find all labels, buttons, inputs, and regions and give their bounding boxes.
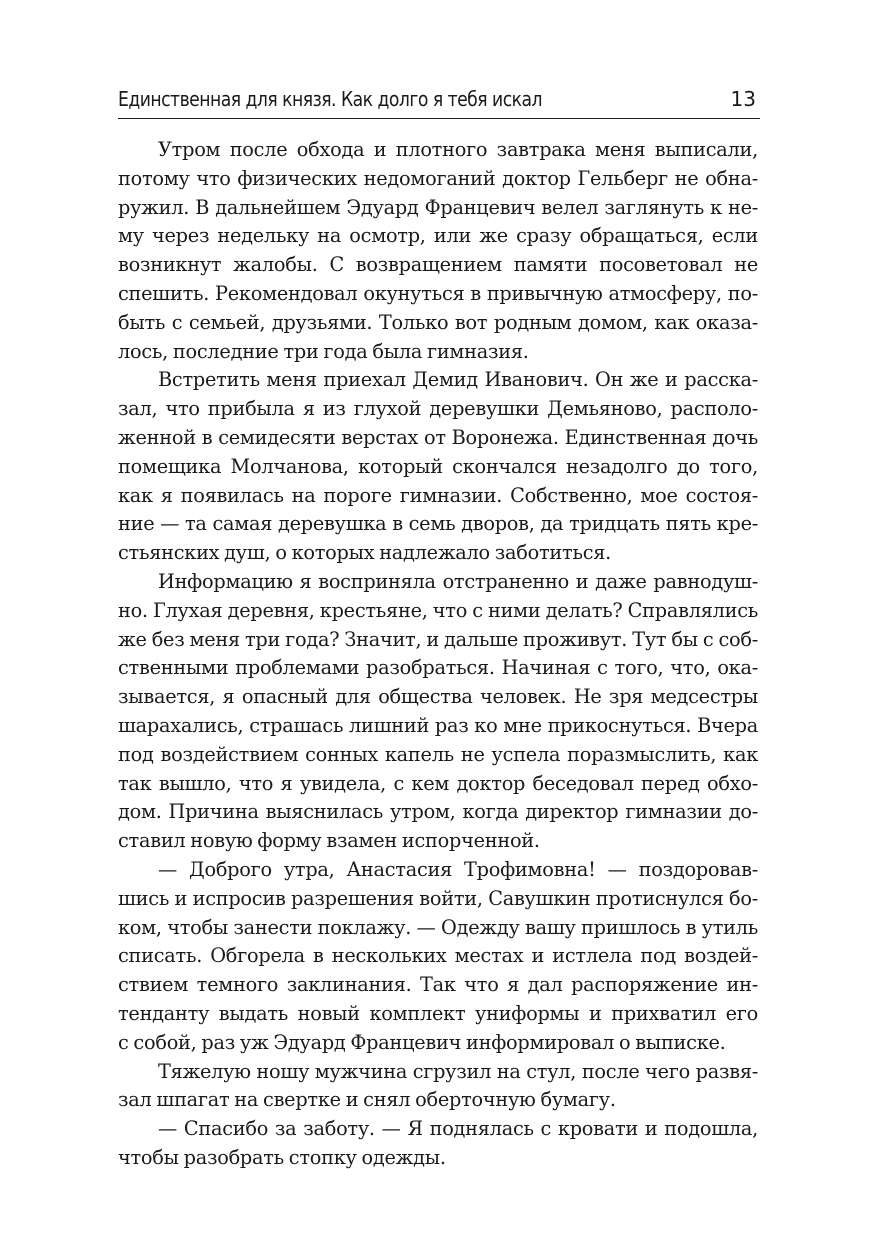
text-line: ставил новую форму взамен испорченной. <box>118 829 540 853</box>
text-line: так вышло, что я увидела, с кем доктор беседовал перед обхо- <box>118 771 758 795</box>
text-line: ственными проблемами разобраться. Начиная с того, что, ока- <box>118 656 758 680</box>
body-text <box>118 136 758 1173</box>
page-header <box>118 86 760 119</box>
text-line: с собой, раз уж Эдуард Францевич информировал о выписке. <box>118 1030 726 1054</box>
text-line: му через недельку на осмотр, или же сразу обращаться, если <box>118 224 758 248</box>
text-line: ком, чтобы занести поклажу. — Одежду вашу пришлось в утиль <box>118 915 758 939</box>
running-title: Единственная для князя. Как долго я тебя искал <box>118 87 543 111</box>
text-line: дом. Причина выяснилась утром, когда директор гимназии до- <box>118 800 758 824</box>
text-line: — Спасибо за заботу. — Я поднялась с кровати и подошла, <box>158 1117 758 1141</box>
text-line: ружил. В дальнейшем Эдуард Францевич велел заглянуть к не- <box>118 195 758 219</box>
text-line: шарахались, страшась лишний раз ко мне прикоснуться. Вчера <box>118 713 758 737</box>
text-line: чтобы разобрать стопку одежды. <box>118 1145 446 1169</box>
text-line: под воздействием сонных капель не успела поразмыслить, как <box>118 742 758 766</box>
text-line: быть с семьей, друзьями. Только вот родным домом, как оказа- <box>118 310 758 334</box>
page-number: 13 <box>730 87 756 111</box>
text-line: зал шпагат на свертке и снял оберточную бумагу. <box>118 1088 616 1112</box>
text-line: ние — та самая деревушка в семь дворов, да тридцать пять кре- <box>118 512 758 536</box>
text-line: помещика Молчанова, который скончался незадолго до того, <box>118 454 758 478</box>
text-line: спешить. Рекомендовал окунуться в привычную атмосферу, по- <box>118 281 758 305</box>
paragraph <box>118 856 758 1058</box>
paragraph <box>118 568 758 856</box>
text-line: Утром после обхода и плотного завтрака меня выписали, <box>158 138 758 161</box>
text-line: стьянских душ, о которых надлежало заботиться. <box>118 541 612 565</box>
text-line: же без меня три года? Значит, и дальше проживут. Тут бы с соб- <box>118 627 758 651</box>
text-line: возникнут жалобы. С возвращением памяти посоветовал не <box>118 253 758 277</box>
paragraph <box>118 136 758 366</box>
text-line: женной в семидесяти верстах от Воронежа. Единственная дочь <box>118 425 758 449</box>
text-line: — Доброго утра, Анастасия Трофимовна! — поздоровав- <box>158 857 758 881</box>
text-line: Встретить меня приехал Демид Иванович. Он же и расска- <box>158 368 758 392</box>
text-line: тенданту выдать новый комплект униформы и прихватил его <box>118 1001 758 1025</box>
text-line: зал, что прибыла я из глухой деревушки Демьяново, располо- <box>118 397 758 421</box>
text-line: но. Глухая деревня, крестьяне, что с ними делать? Справлялись <box>118 598 758 622</box>
text-line: как я появилась на пороге гимназии. Собственно, мое состоя- <box>118 483 758 507</box>
paragraph <box>118 1115 758 1173</box>
text-line: ствием темного заклинания. Так что я дал распоряжение ин- <box>118 973 758 997</box>
paragraph <box>118 1058 758 1116</box>
text-line: Тяжелую ношу мужчина сгрузил на стул, после чего развя- <box>158 1059 758 1083</box>
text-line: Информацию я восприняла отстраненно и даже равнодуш- <box>158 569 758 593</box>
text-line: зывается, я опасный для общества человек. Не зря медсестры <box>118 685 758 709</box>
text-line: потому что физических недомоганий доктор Гельберг не обна- <box>118 166 758 190</box>
paragraph <box>118 366 758 568</box>
text-line: шись и испросив разрешения войти, Савушкин протиснулся бо- <box>118 886 758 910</box>
text-line: списать. Обгорела в нескольких местах и истлела под воздей- <box>118 944 758 968</box>
text-line: лось, последние три года была гимназия. <box>118 339 529 363</box>
